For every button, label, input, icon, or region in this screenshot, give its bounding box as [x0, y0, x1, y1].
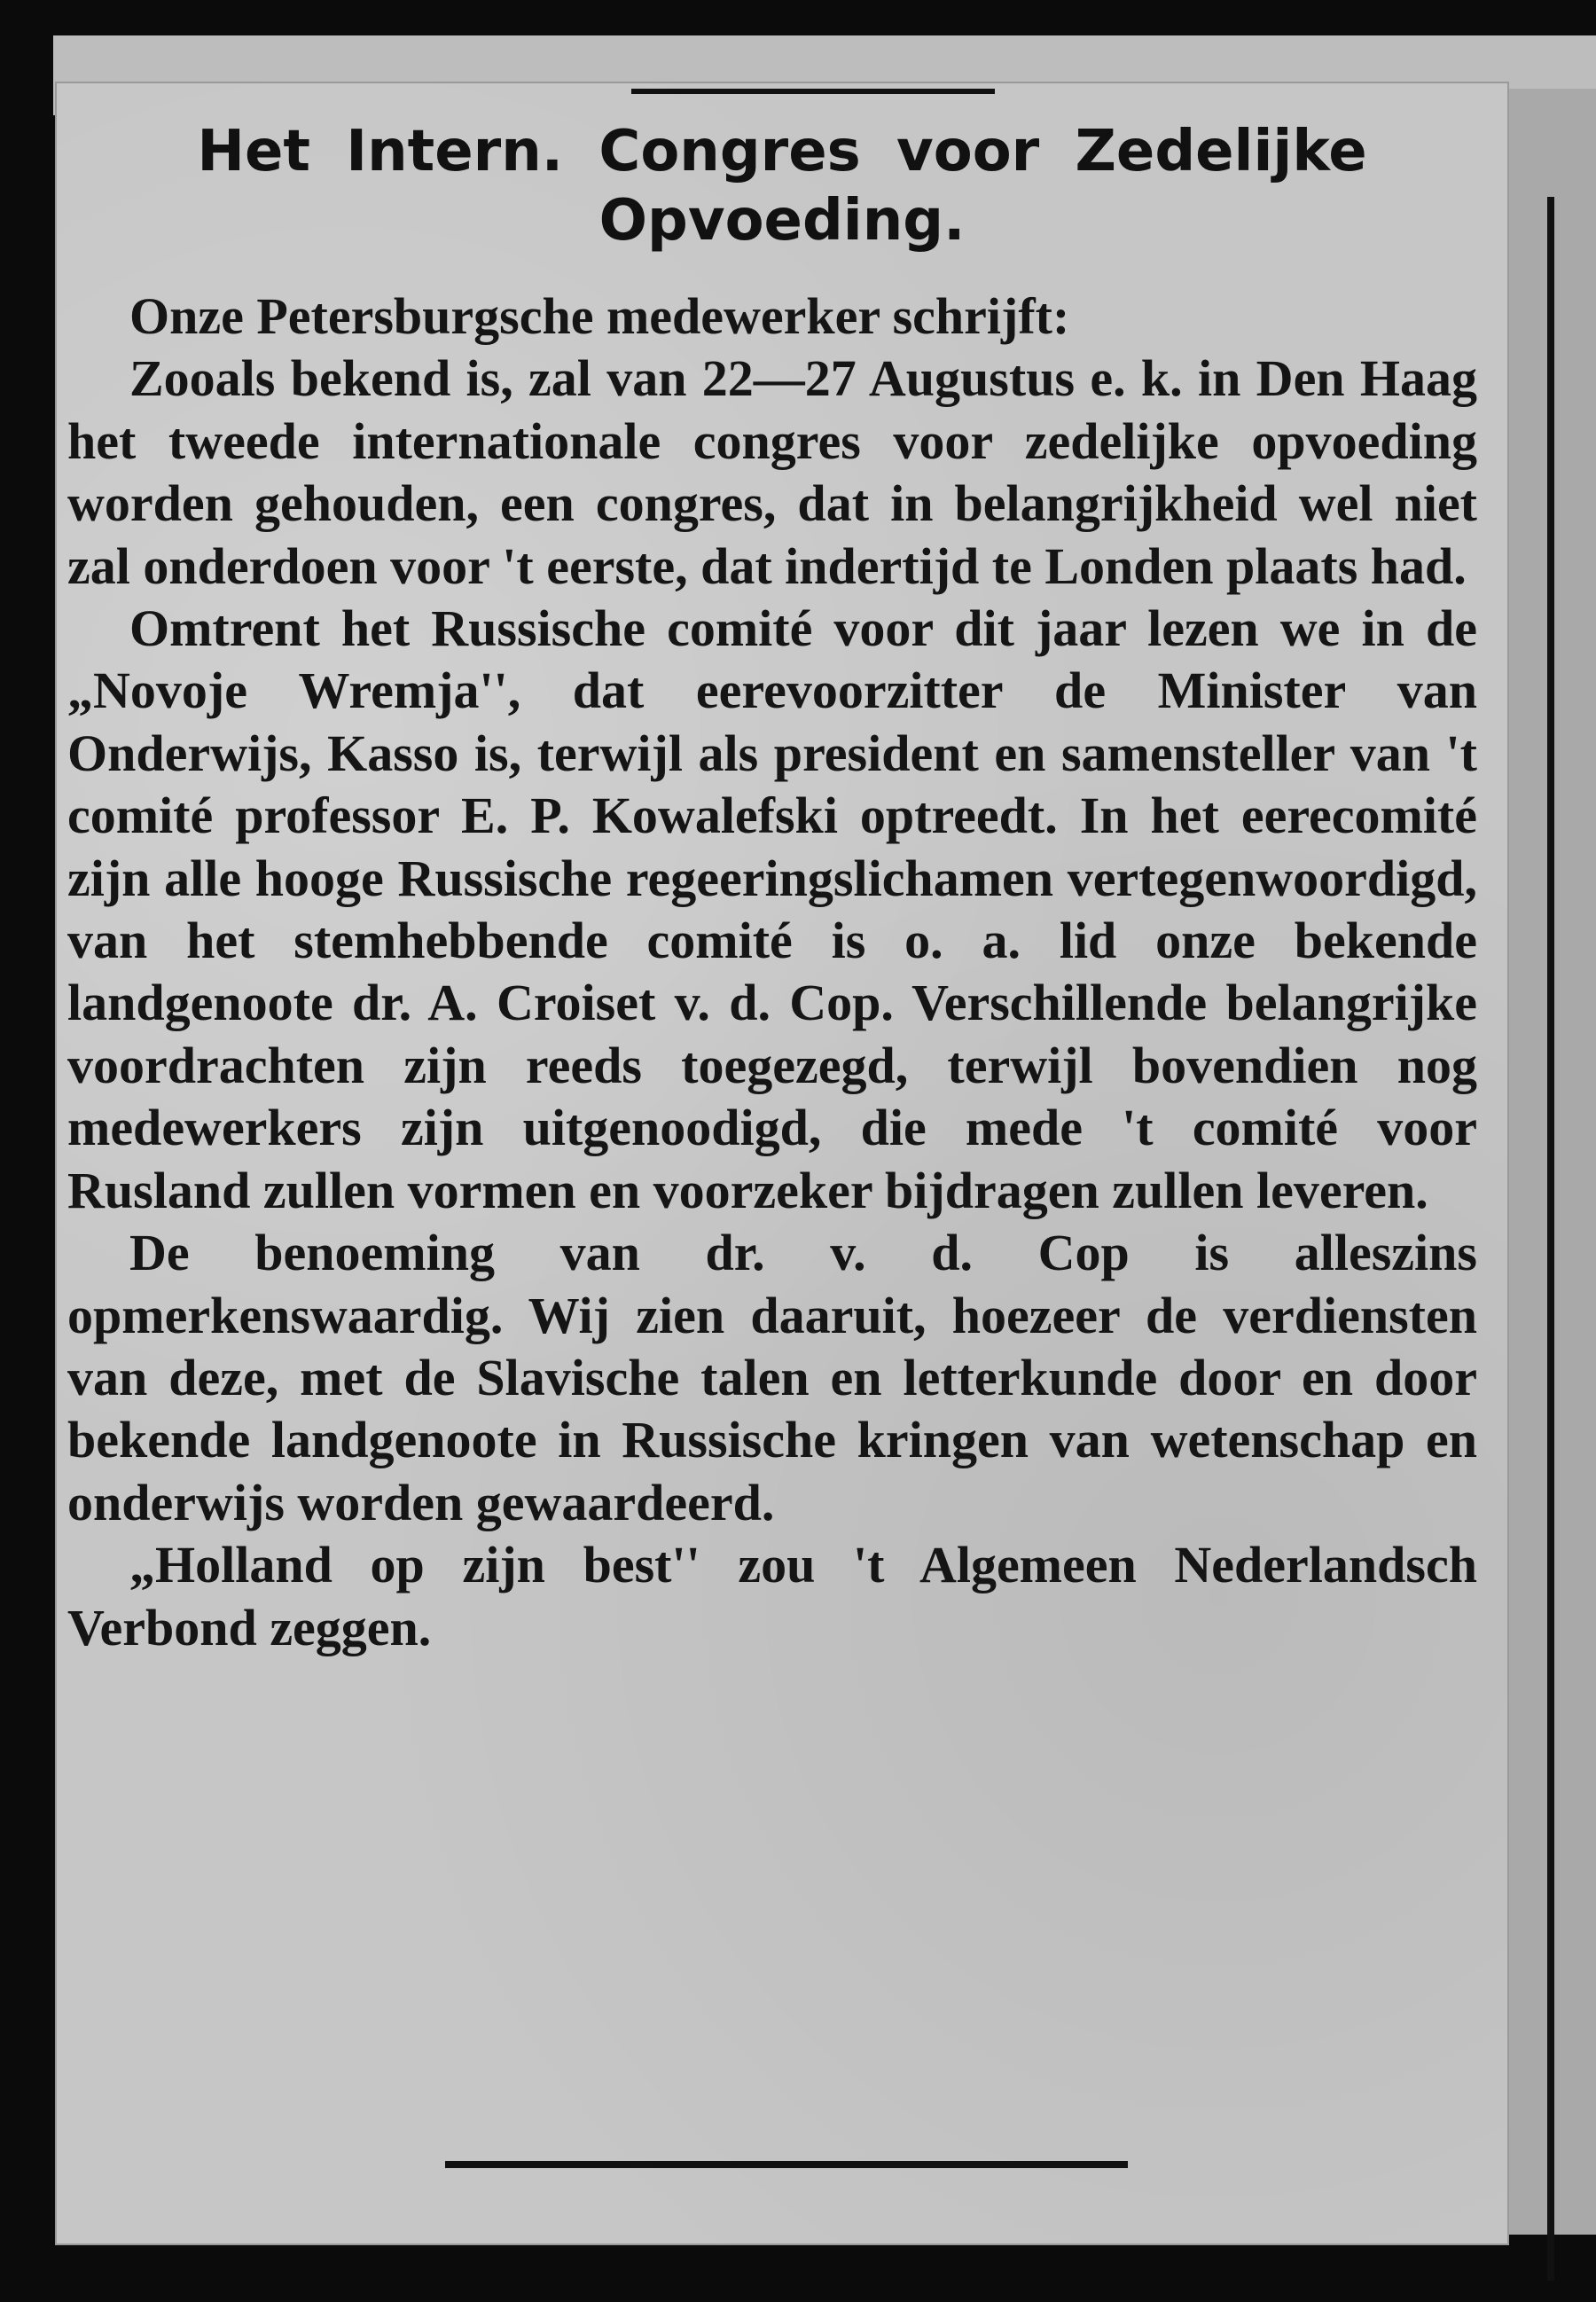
headline: Het Intern. Congres voor Zedelijke Opvoeding. — [197, 119, 1367, 254]
paragraph-1: Zooals bekend is, zal van 22—27 Augustus e. k. in Den Haag het tweede internationale congres voor zedelijke opvoeding worden gehouden, een congres, dat in belangrijkheid wel niet zal onderdoen voor 't eerste, dat indertijd te Londen plaats had. — [67, 349, 1477, 595]
clipping-paper — [55, 82, 1509, 2245]
column-rule — [1547, 197, 1554, 2281]
paragraph-2: Omtrent het Russische comité voor dit jaar lezen we in de „Novoje Wremja'', dat eerevoorzitter de Minister van Onderwijs, Kasso is, terwijl als president en samensteller van 't comité professor E. P. Kowalefski optreedt. In het eerecomité zijn alle hooge Russische regeeringslichamen vertegenwoordigd, van het stemhebbende comité is o. a. lid onze bekende landgenoote dr. A. Croiset v. d. Cop. Verschillende belangrijke voordrachten zijn reeds toegezegd, terwijl bovendien nog medewerkers zijn uitgenoodigd, die mede 't comité voor Rusland zullen vormen en voorzeker bijdragen zullen leveren. — [67, 599, 1477, 1219]
paragraph-3: De benoeming van dr. v. d. Cop is alleszins opmerkenswaardig. Wij zien daaruit, hoezeer de verdiensten van deze, met de Slavische talen en letterkunde door en door bekende landgenoote in Russische kringen van wetenschap en onderwijs worden gewaardeerd. — [67, 1224, 1477, 1531]
article-body — [67, 286, 1477, 1659]
bottom-rule — [445, 2161, 1128, 2168]
byline: Onze Petersburgsche medewerker schrijft: — [129, 287, 1070, 345]
top-rule — [631, 89, 995, 94]
paragraph-4: „Holland op zijn best'' zou 't Algemeen Nederlandsch Verbond zeggen. — [67, 1536, 1477, 1656]
